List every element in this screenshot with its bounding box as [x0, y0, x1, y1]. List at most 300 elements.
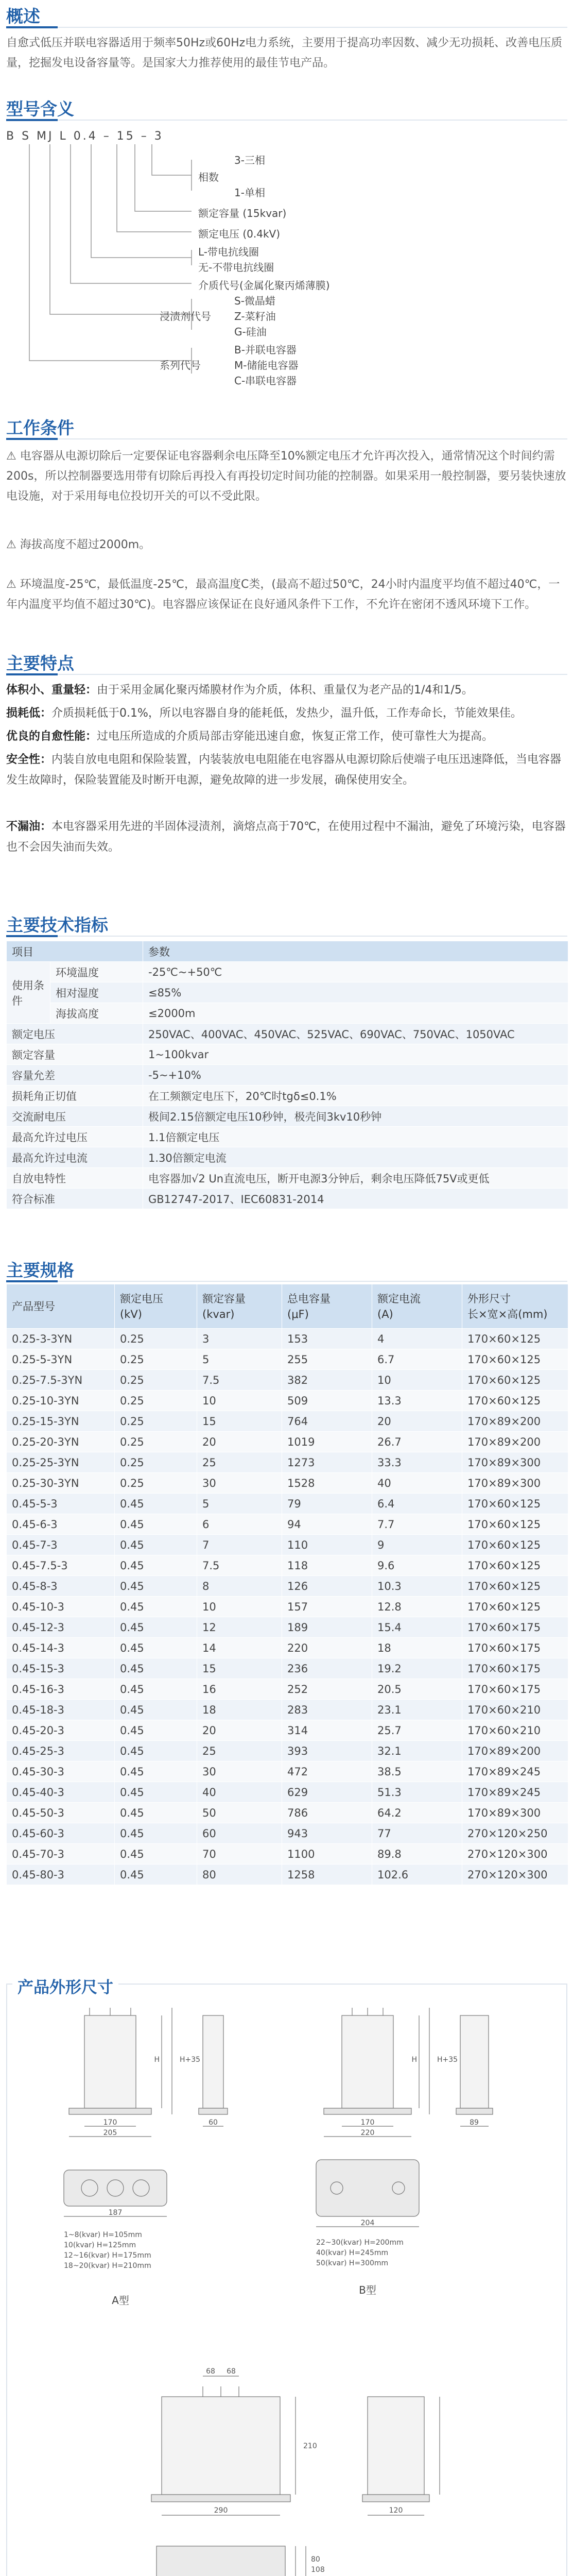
spec-cell: 0.25-5-3YN [7, 1349, 115, 1370]
tech-header-param: 参数 [143, 941, 568, 962]
spec-cell: 0.45-16-3 [7, 1679, 115, 1700]
spec-header: 额定电压 (kV) [115, 1284, 197, 1329]
spec-cell: 0.45-7-3 [7, 1535, 115, 1555]
tech-header-item: 项目 [7, 941, 143, 962]
tech-row [7, 1106, 568, 1127]
spec-cell: 0.45 [115, 1514, 197, 1535]
spec-cell: 0.45-5-3 [7, 1494, 115, 1514]
note-b-3: 50(kvar) H=300mm [316, 2259, 389, 2267]
spec-cell: 0.25-20-3YN [7, 1432, 115, 1452]
note-b-1: 22~30(kvar) H=200mm [316, 2239, 404, 2247]
spec-header: 总电容量 (μF) [282, 1284, 372, 1329]
spec-cell: 0.25 [115, 1411, 197, 1432]
spec-cell: 15 [197, 1411, 282, 1432]
spec-cell: 0.45-25-3 [7, 1741, 115, 1761]
tech-value: 在工频额定电压下，20℃时tgδ≤0.1% [143, 1086, 568, 1106]
spec-row [7, 1617, 568, 1638]
conditions-title: 工作条件 [6, 418, 74, 438]
spec-cell: 23.1 [372, 1700, 462, 1720]
spec-title: 主要规格 [6, 1260, 74, 1280]
spec-cell: 0.25 [115, 1432, 197, 1452]
spec-cell: 189 [282, 1617, 372, 1638]
tech-key: 损耗角正切值 [7, 1086, 143, 1106]
spec-cell: 79 [282, 1494, 372, 1514]
spec-cell: 1258 [282, 1865, 372, 1885]
spec-cell: 252 [282, 1679, 372, 1700]
spec-row [7, 1844, 568, 1865]
spec-cell: 4 [372, 1329, 462, 1349]
type-b-label: B型 [359, 2284, 376, 2296]
dim-c-w1: 290 [214, 2506, 228, 2515]
spec-cell: 94 [282, 1514, 372, 1535]
spec-cell: 393 [282, 1741, 372, 1761]
spec-cell: 382 [282, 1370, 372, 1391]
spec-cell: 629 [282, 1782, 372, 1803]
spec-cell: 0.45 [115, 1597, 197, 1617]
spec-cell: 18 [372, 1638, 462, 1658]
tech-key: 最高允许过电压 [7, 1127, 143, 1147]
tech-value: 极间2.15倍额定电压10秒钟，极壳间3kv10秒钟 [143, 1106, 568, 1127]
dimension-drawings [7, 1985, 566, 2576]
spec-cell: 0.45 [115, 1803, 197, 1823]
spec-cell: 0.45-8-3 [7, 1576, 115, 1597]
spec-row [7, 1494, 568, 1514]
spec-cell: 0.45 [115, 1658, 197, 1679]
divider [6, 674, 567, 675]
spec-cell: 170×60×125 [462, 1514, 568, 1535]
spec-cell: 0.45 [115, 1555, 197, 1576]
spec-cell: 170×89×200 [462, 1432, 568, 1452]
spec-cell: 314 [282, 1720, 372, 1741]
tech-key: 交流耐电压 [7, 1106, 143, 1127]
spec-cell: 943 [282, 1823, 372, 1844]
spec-header: 额定电流 (A) [372, 1284, 462, 1329]
spec-cell: 25 [197, 1452, 282, 1473]
feature-2: 损耗低：介质损耗低于0.1%，所以电容器自身的能耗低，发热少，温升低，工作寿命长，节能效果佳。 [6, 707, 522, 720]
spec-cell: 70 [197, 1844, 282, 1865]
dim-b-w1: 170 [360, 2119, 375, 2127]
spec-cell: 170×60×175 [462, 1679, 568, 1700]
env-value: -25℃~+50℃ [143, 962, 568, 982]
dim-c-s2: 108 [311, 2566, 325, 2574]
spec-cell: 0.25-10-3YN [7, 1391, 115, 1411]
spec-cell: 0.45-7.5-3 [7, 1555, 115, 1576]
label-without-reactor: 无-不带电抗线圈 [198, 261, 274, 274]
spec-row [7, 1535, 568, 1555]
dim-c-h: 210 [303, 2442, 317, 2450]
env-key: 相对湿度 [50, 982, 143, 1003]
spec-cell: 10 [197, 1391, 282, 1411]
spec-row [7, 1576, 568, 1597]
spec-cell: 0.45-18-3 [7, 1700, 115, 1720]
spec-cell: 60 [197, 1823, 282, 1844]
spec-cell: 9 [372, 1535, 462, 1555]
spec-cell: 16 [197, 1679, 282, 1700]
tech-key: 容量允差 [7, 1065, 143, 1086]
spec-cell: 3 [197, 1329, 282, 1349]
spec-cell: 0.45 [115, 1700, 197, 1720]
spec-row [7, 1514, 568, 1535]
env-value: ≤2000m [143, 1003, 568, 1024]
spec-cell: 20.5 [372, 1679, 462, 1700]
spec-table [6, 1284, 568, 1885]
spec-cell: 153 [282, 1329, 372, 1349]
spec-cell: 170×60×125 [462, 1494, 568, 1514]
overview-text: 自愈式低压并联电容器适用于频率50Hz或60Hz电力系统，主要用于提高功率因数、减少无功损耗、改善电压质量，挖掘发电设备容量等。是国家大力推荐使用的最佳节电产品。 [6, 37, 563, 70]
spec-row [7, 1638, 568, 1658]
tech-value: -5~+10% [143, 1065, 568, 1086]
spec-cell: 13.3 [372, 1391, 462, 1411]
spec-cell: 170×60×125 [462, 1597, 568, 1617]
spec-cell: 10.3 [372, 1576, 462, 1597]
label-storage: M-储能电容器 [234, 359, 299, 371]
dim-a-side: 60 [209, 2119, 218, 2127]
tech-row [7, 1086, 568, 1106]
condition-2: ⚠ 海拔高度不超过2000m。 [6, 538, 151, 551]
spec-cell: 6.4 [372, 1494, 462, 1514]
spec-cell: 40 [372, 1473, 462, 1494]
spec-cell: 170×60×125 [462, 1329, 568, 1349]
spec-cell: 170×60×125 [462, 1370, 568, 1391]
spec-row [7, 1329, 568, 1349]
spec-row [7, 1349, 568, 1370]
spec-cell: 170×60×125 [462, 1555, 568, 1576]
spec-cell: 170×89×200 [462, 1411, 568, 1432]
spec-cell: 9.6 [372, 1555, 462, 1576]
tech-title: 主要技术指标 [6, 915, 108, 935]
spec-cell: 270×120×300 [462, 1844, 568, 1865]
tech-row [7, 1168, 568, 1189]
spec-cell: 0.45-50-3 [7, 1803, 115, 1823]
divider [6, 27, 567, 28]
label-with-reactor: L-带电抗线圈 [198, 246, 259, 258]
spec-cell: 0.25-3-3YN [7, 1329, 115, 1349]
spec-cell: 26.7 [372, 1432, 462, 1452]
spec-cell: 170×60×175 [462, 1658, 568, 1679]
label-silicone-oil: G-硅油 [234, 326, 267, 338]
spec-cell: 19.2 [372, 1658, 462, 1679]
spec-cell: 0.25 [115, 1329, 197, 1349]
spec-cell: 764 [282, 1411, 372, 1432]
spec-cell: 0.45 [115, 1782, 197, 1803]
spec-row [7, 1865, 568, 1885]
spec-cell: 170×60×125 [462, 1391, 568, 1411]
spec-cell: 126 [282, 1576, 372, 1597]
spec-row [7, 1452, 568, 1473]
label-impregnant: 浸渍剂代号 [160, 310, 211, 323]
spec-row [7, 1411, 568, 1432]
spec-cell: 170×89×245 [462, 1782, 568, 1803]
spec-cell: 10 [197, 1597, 282, 1617]
spec-cell: 786 [282, 1803, 372, 1823]
note-a-3: 12~16(kvar) H=175mm [64, 2251, 151, 2260]
spec-row [7, 1473, 568, 1494]
spec-cell: 0.25 [115, 1452, 197, 1473]
spec-cell: 5 [197, 1349, 282, 1370]
spec-cell: 170×89×200 [462, 1741, 568, 1761]
label-rated-voltage: 额定电压 (0.4kV) [198, 228, 281, 240]
spec-cell: 0.45 [115, 1535, 197, 1555]
spec-row [7, 1803, 568, 1823]
type-a-label: A型 [112, 2294, 129, 2307]
model-meaning-title: 型号含义 [6, 99, 74, 119]
spec-cell: 20 [372, 1411, 462, 1432]
spec-row [7, 1597, 568, 1617]
spec-cell: 170×60×175 [462, 1638, 568, 1658]
dim-c-s1: 80 [311, 2555, 320, 2564]
spec-cell: 12 [197, 1617, 282, 1638]
tech-value: 250VAC、400VAC、450VAC、525VAC、690VAC、750VAC、1050VAC [143, 1024, 568, 1044]
spec-cell: 0.25-30-3YN [7, 1473, 115, 1494]
spec-cell: 0.25 [115, 1391, 197, 1411]
spec-cell: 0.45-60-3 [7, 1823, 115, 1844]
divider [6, 120, 567, 121]
note-a-2: 10(kvar) H=125mm [64, 2241, 136, 2249]
label-wax: S-微晶蜡 [234, 295, 275, 307]
spec-cell: 0.45 [115, 1741, 197, 1761]
spec-cell: 6.7 [372, 1349, 462, 1370]
spec-row [7, 1700, 568, 1720]
spec-cell: 0.45 [115, 1679, 197, 1700]
dim-c-t1: 68 [206, 2367, 215, 2376]
label-phase: 相数 [198, 171, 219, 183]
spec-cell: 170×60×210 [462, 1720, 568, 1741]
env-label: 使用条件 [7, 962, 50, 1024]
spec-cell: 7 [197, 1535, 282, 1555]
spec-cell: 0.45 [115, 1617, 197, 1638]
spec-cell: 32.1 [372, 1741, 462, 1761]
spec-cell: 40 [197, 1782, 282, 1803]
divider [6, 1281, 567, 1282]
spec-cell: 509 [282, 1391, 372, 1411]
spec-cell: 102.6 [372, 1865, 462, 1885]
spec-cell: 0.45 [115, 1720, 197, 1741]
spec-cell: 220 [282, 1638, 372, 1658]
spec-header: 产品型号 [7, 1284, 115, 1329]
label-single-phase: 1-单相 [234, 187, 265, 199]
dim-b-side: 89 [470, 2119, 479, 2127]
env-key: 海拔高度 [50, 1003, 143, 1024]
spec-row [7, 1761, 568, 1782]
spec-cell: 0.45 [115, 1844, 197, 1865]
tech-key: 符合标准 [7, 1189, 143, 1209]
spec-cell: 0.25-25-3YN [7, 1452, 115, 1473]
dim-a-base: 187 [108, 2209, 123, 2217]
spec-cell: 270×120×250 [462, 1823, 568, 1844]
spec-cell: 270×120×300 [462, 1865, 568, 1885]
spec-row [7, 1741, 568, 1761]
dim-a-h2: H+35 [180, 2056, 201, 2064]
spec-cell: 0.45-40-3 [7, 1782, 115, 1803]
env-value: ≤85% [143, 982, 568, 1003]
spec-header: 额定容量 (kvar) [197, 1284, 282, 1329]
dim-c-side: 120 [389, 2506, 403, 2515]
condition-3: ⚠ 环境温度-25℃，最低温度-25℃，最高温度C类，(最高不超过50℃，24小时内温度平均值不超过40℃，一年内温度平均值不超过30℃)。电容器应该保证在良好通风条件下工作，不允许在密闭不透风环境下工作。 [6, 578, 560, 611]
spec-cell: 25 [197, 1741, 282, 1761]
spec-cell: 255 [282, 1349, 372, 1370]
spec-row [7, 1432, 568, 1452]
spec-cell: 0.45-80-3 [7, 1865, 115, 1885]
tech-key: 自放电特性 [7, 1168, 143, 1189]
spec-cell: 33.3 [372, 1452, 462, 1473]
spec-cell: 1019 [282, 1432, 372, 1452]
feature-5: 不漏油：本电容器采用先进的半固体浸渍剂，滴熔点高于70℃，在使用过程中不漏油，避免了环境污染，电容器也不会因失油而失效。 [6, 820, 566, 854]
spec-cell: 0.45 [115, 1761, 197, 1782]
drawing-title: 产品外形尺寸 [12, 1974, 118, 1997]
spec-cell: 170×89×300 [462, 1473, 568, 1494]
spec-cell: 30 [197, 1761, 282, 1782]
spec-cell: 25.7 [372, 1720, 462, 1741]
spec-row [7, 1658, 568, 1679]
spec-cell: 110 [282, 1535, 372, 1555]
tech-row [7, 1044, 568, 1065]
overview-title: 概述 [6, 6, 40, 26]
spec-header: 外形尺寸 长×宽×高(mm) [462, 1284, 568, 1329]
note-b-2: 40(kvar) H=245mm [316, 2249, 389, 2257]
spec-row [7, 1391, 568, 1411]
spec-cell: 1100 [282, 1844, 372, 1865]
spec-cell: 0.25 [115, 1370, 197, 1391]
tech-value: 电容器加√2 Un直流电压，断开电源3分钟后，剩余电压降低75V或更低 [143, 1168, 568, 1189]
spec-row [7, 1782, 568, 1803]
feature-3: 优良的自愈性能：过电压所造成的介质局部击穿能迅速自愈，恢复正常工作，使可靠性大为提高。 [6, 730, 494, 743]
spec-cell: 170×89×300 [462, 1803, 568, 1823]
spec-cell: 8 [197, 1576, 282, 1597]
tech-row [7, 1024, 568, 1044]
feature-4: 安全性：内装自放电电阻和保险装置，内装装放电电阻能在电容器从电源切除后使端子电压迅速降低，当电容器发生故障时，保险装置能及时断开电源，避免故障的进一步发展，确保使用安全。 [6, 753, 562, 787]
spec-cell: 0.45-30-3 [7, 1761, 115, 1782]
spec-cell: 20 [197, 1432, 282, 1452]
spec-cell: 0.45-10-3 [7, 1597, 115, 1617]
spec-cell: 170×60×125 [462, 1349, 568, 1370]
note-a-1: 1~8(kvar) H=105mm [64, 2231, 142, 2239]
tech-row [7, 1147, 568, 1168]
feature-1: 体积小、重量轻：由于采用金属化聚丙烯膜材作为介质，体积、重量仅为老产品的1/4和1/5。 [6, 684, 473, 697]
spec-cell: 51.3 [372, 1782, 462, 1803]
tech-value: 1~100kvar [143, 1044, 568, 1065]
spec-cell: 0.45 [115, 1576, 197, 1597]
dim-b-h2: H+35 [437, 2056, 458, 2064]
dim-c-t2: 68 [227, 2367, 236, 2376]
spec-cell: 64.2 [372, 1803, 462, 1823]
spec-cell: 0.45 [115, 1865, 197, 1885]
spec-row [7, 1679, 568, 1700]
spec-cell: 50 [197, 1803, 282, 1823]
tech-value: 1.1倍额定电压 [143, 1127, 568, 1147]
spec-cell: 170×60×125 [462, 1535, 568, 1555]
spec-cell: 20 [197, 1720, 282, 1741]
spec-cell: 6 [197, 1514, 282, 1535]
spec-cell: 7.5 [197, 1370, 282, 1391]
label-three-phase: 3-三相 [234, 154, 265, 166]
spec-cell: 170×60×210 [462, 1700, 568, 1720]
spec-cell: 0.45 [115, 1638, 197, 1658]
tech-key: 额定电压 [7, 1024, 143, 1044]
tech-value: GB12747-2017、IEC60831-2014 [143, 1189, 568, 1209]
dim-b-h: H [411, 2056, 417, 2064]
spec-cell: 0.45-6-3 [7, 1514, 115, 1535]
spec-cell: 15.4 [372, 1617, 462, 1638]
divider [6, 936, 567, 937]
label-rapeseed-oil: Z-菜籽油 [234, 310, 276, 323]
dim-a-w1: 170 [103, 2119, 117, 2127]
spec-cell: 1273 [282, 1452, 372, 1473]
spec-cell: 0.45-20-3 [7, 1720, 115, 1741]
dim-a-h: H [154, 2056, 160, 2064]
spec-cell: 80 [197, 1865, 282, 1885]
spec-cell: 472 [282, 1761, 372, 1782]
spec-cell: 15 [197, 1658, 282, 1679]
spec-cell: 30 [197, 1473, 282, 1494]
tech-table [6, 941, 568, 1209]
env-key: 环境温度 [50, 962, 143, 982]
spec-cell: 170×60×175 [462, 1617, 568, 1638]
spec-cell: 236 [282, 1658, 372, 1679]
spec-cell: 1528 [282, 1473, 372, 1494]
spec-cell: 0.45-70-3 [7, 1844, 115, 1865]
tech-row [7, 1065, 568, 1086]
spec-cell: 0.45 [115, 1823, 197, 1844]
spec-cell: 0.45-14-3 [7, 1638, 115, 1658]
spec-row [7, 1823, 568, 1844]
spec-cell: 283 [282, 1700, 372, 1720]
condition-1: ⚠ 电容器从电源切除后一定要保证电容器剩余电压降至10%额定电压才允许再次投入，通常情况这个时间约需200s，所以控制器要选用带有切除后再投入有再投切定时间功能的控制器。如果采用一般控制器，要另装快速放电设施，对于采用每电位投切开关的可以不受此限。 [6, 450, 566, 503]
divider [6, 438, 567, 439]
spec-cell: 10 [372, 1370, 462, 1391]
spec-cell: 7.7 [372, 1514, 462, 1535]
spec-cell: 12.8 [372, 1597, 462, 1617]
tech-key: 最高允许过电流 [7, 1147, 143, 1168]
drawing-panel [6, 1978, 567, 2576]
spec-cell: 0.45 [115, 1494, 197, 1514]
spec-row [7, 1720, 568, 1741]
dim-b-base: 204 [360, 2219, 375, 2227]
tech-key: 额定容量 [7, 1044, 143, 1065]
spec-cell: 0.45-12-3 [7, 1617, 115, 1638]
label-rated-capacity: 额定容量 (15kvar) [198, 207, 287, 219]
tech-row [7, 1189, 568, 1209]
spec-cell: 0.25 [115, 1473, 197, 1494]
spec-cell: 157 [282, 1597, 372, 1617]
spec-cell: 170×89×300 [462, 1452, 568, 1473]
label-series-cap: C-串联电容器 [234, 375, 297, 387]
tech-row [7, 1127, 568, 1147]
spec-row [7, 1555, 568, 1576]
model-code: B S MJ L 0.4 – 15 – 3 [6, 130, 164, 143]
features-title: 主要特点 [6, 653, 74, 673]
spec-cell: 118 [282, 1555, 372, 1576]
spec-cell: 89.8 [372, 1844, 462, 1865]
label-parallel: B-并联电容器 [234, 344, 297, 356]
spec-row [7, 1370, 568, 1391]
spec-cell: 38.5 [372, 1761, 462, 1782]
spec-cell: 77 [372, 1823, 462, 1844]
spec-cell: 170×89×245 [462, 1761, 568, 1782]
spec-cell: 14 [197, 1638, 282, 1658]
spec-cell: 0.25-15-3YN [7, 1411, 115, 1432]
spec-cell: 0.25-7.5-3YN [7, 1370, 115, 1391]
spec-cell: 0.25 [115, 1349, 197, 1370]
spec-cell: 7.5 [197, 1555, 282, 1576]
tech-value: 1.30倍额定电流 [143, 1147, 568, 1168]
dim-b-w2: 220 [360, 2129, 375, 2137]
spec-cell: 18 [197, 1700, 282, 1720]
label-series-code: 系列代号 [160, 359, 201, 371]
spec-cell: 0.45-15-3 [7, 1658, 115, 1679]
spec-cell: 5 [197, 1494, 282, 1514]
dim-a-w2: 205 [103, 2129, 117, 2137]
label-dielectric: 介质代号(金属化聚丙烯薄膜) [198, 279, 330, 292]
